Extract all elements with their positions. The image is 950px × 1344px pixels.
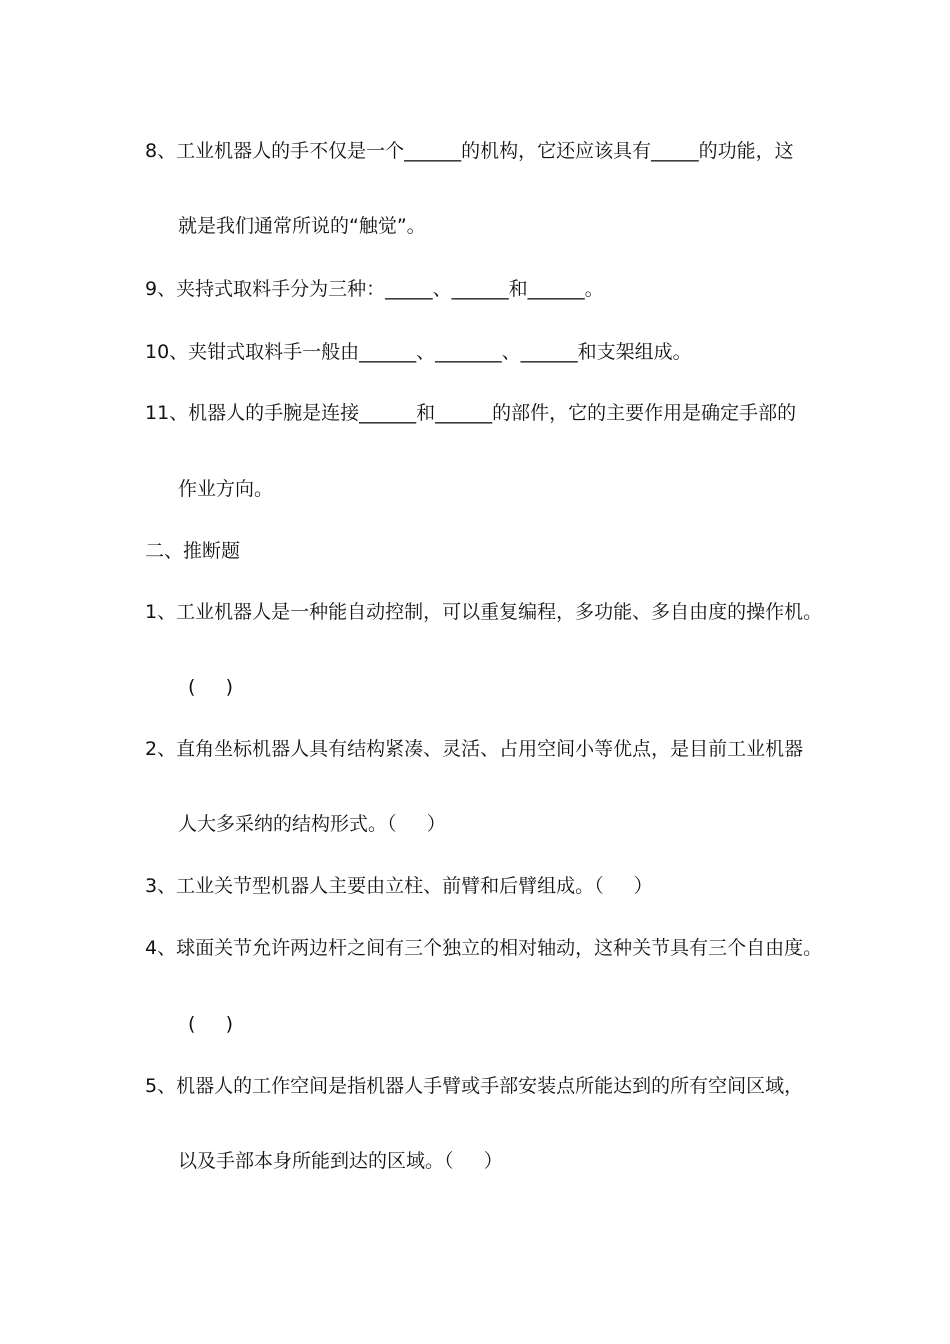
tf-q2-line-2: 人大多采纳的结构形式。（ ）: [178, 813, 446, 835]
q8-line-1: 8、工业机器人的手不仅是一个______的机构，它还应该具有_____的功能，这: [145, 140, 794, 162]
q8-line-2: 就是我们通常所说的“触觉”。: [178, 215, 426, 237]
tf-q1-line-1: 1、工业机器人是一种能自动控制，可以重复编程，多功能、多自由度的操作机。: [145, 601, 823, 623]
tf-q1-answer-bracket: ( ): [188, 676, 234, 698]
tf-q2-line-1: 2、直角坐标机器人具有结构紧凑、灵活、占用空间小等优点，是目前工业机器: [145, 738, 804, 760]
q9-line-1: 9、夹持式取料手分为三种：_____、______和______。: [145, 278, 604, 300]
tf-q4-line-1: 4、球面关节允许两边杆之间有三个独立的相对轴动，这种关节具有三个自由度。: [145, 937, 823, 959]
tf-q5-line-1: 5、机器人的工作空间是指机器人手臂或手部安装点所能达到的所有空间区域，: [145, 1075, 804, 1097]
q11-line-2: 作业方向。: [178, 478, 274, 500]
tf-q5-line-2: 以及手部本身所能到达的区域。（ ）: [178, 1150, 503, 1172]
q10-line-1: 10、夹钳式取料手一般由______、_______、______和支架组成。: [145, 341, 692, 363]
tf-q3-line-1: 3、工业关节型机器人主要由立柱、前臂和后臂组成。（ ）: [145, 875, 653, 897]
section-heading-judgement: 二、推断题: [145, 540, 241, 562]
tf-q4-answer-bracket: ( ): [188, 1013, 234, 1035]
q11-line-1: 11、机器人的手腕是连接______和______的部件，它的主要作用是确定手部的: [145, 402, 797, 424]
